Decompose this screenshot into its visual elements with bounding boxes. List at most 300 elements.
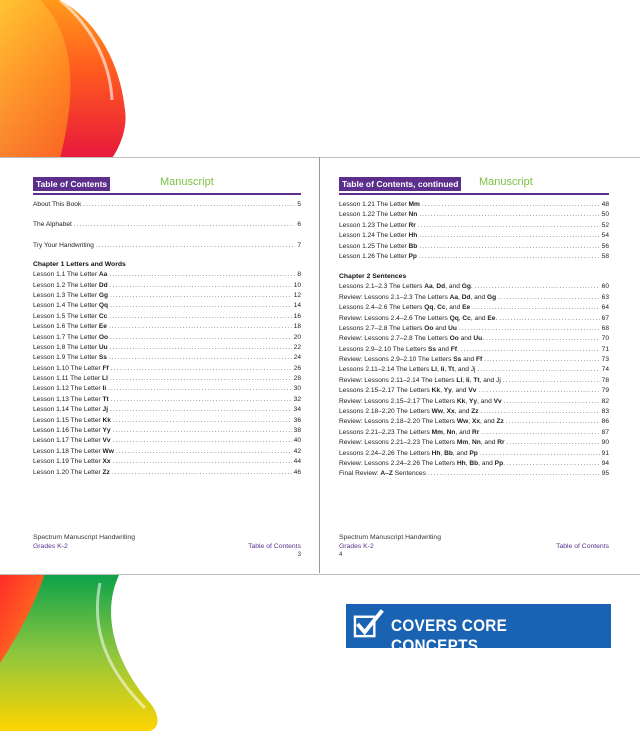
entry-text: Lesson 1.12 The Letter xyxy=(33,385,103,393)
entry-label xyxy=(339,417,504,427)
entry-text: . xyxy=(470,283,473,291)
page-number: 4 xyxy=(339,552,343,558)
entry-page: 46 xyxy=(293,468,301,476)
entry-text: , and xyxy=(455,428,472,436)
entry-page: 52 xyxy=(601,221,609,229)
entry-text: , and xyxy=(478,459,495,467)
entry-text: . xyxy=(495,314,498,322)
entry-page: 64 xyxy=(601,304,609,312)
entry-page: 32 xyxy=(293,395,301,403)
toc-entry xyxy=(339,210,609,220)
toc-entry xyxy=(339,428,609,438)
letter-pair: Ff xyxy=(476,356,483,364)
letter-pair: Ff xyxy=(450,345,457,353)
entry-text: Lesson 1.2 The Letter xyxy=(33,281,99,289)
letter-pair: Ee xyxy=(487,314,496,322)
entry-text: Review: Lessons 2.11–2.14 The Letters xyxy=(339,376,457,384)
grades-label: Grades K-2 xyxy=(339,543,374,550)
chapter-heading: Chapter 1 Letters and Words xyxy=(33,261,126,269)
entry-text: Lesson 1.23 The Letter xyxy=(339,221,409,229)
leader-dots xyxy=(475,282,600,292)
entry-text: and xyxy=(433,324,449,332)
entry-text: Review: Lessons 2.1–2.3 The Letters xyxy=(339,293,450,301)
toc-entry xyxy=(339,334,609,344)
letter-pair: Zz xyxy=(102,468,110,476)
leader-dots xyxy=(461,345,600,355)
leader-dots xyxy=(472,303,600,313)
toc-entry xyxy=(339,355,609,365)
leader-dots xyxy=(503,376,600,386)
entry-text: , xyxy=(433,304,438,312)
right-page xyxy=(339,177,609,480)
letter-pair: Ee xyxy=(98,323,107,331)
grades-label: Grades K-2 xyxy=(33,543,68,550)
entry-page: 44 xyxy=(293,458,301,466)
letter-pair: Nn xyxy=(471,439,481,447)
entry-page: 79 xyxy=(601,387,609,395)
leader-dots xyxy=(481,428,599,438)
entry-text: Lesson 1.24 The Letter xyxy=(339,232,409,240)
letter-pair: Uu xyxy=(473,335,483,343)
entry-page: 58 xyxy=(601,252,609,260)
entry-page: 78 xyxy=(601,376,609,384)
entry-text: and xyxy=(458,335,474,343)
entry-label xyxy=(339,293,496,303)
entry-text: Lesson 1.18 The Letter xyxy=(33,447,103,455)
entry-label xyxy=(339,459,505,469)
entry-text: , and xyxy=(470,314,488,322)
entry-text: , xyxy=(468,439,472,447)
letter-pair: Yy xyxy=(443,387,452,395)
toc-badge: Table of Contents, continued xyxy=(339,177,461,191)
letter-pair: Tt xyxy=(102,395,109,403)
entry-label: The Alphabet xyxy=(33,221,72,229)
letter-pair: Dd xyxy=(461,293,471,301)
letter-pair: Ll xyxy=(456,376,463,384)
entry-text: Review: Lessons 2.4–2.6 The Letters xyxy=(339,314,450,322)
letter-pair: Dd xyxy=(98,281,108,289)
entry-page: 82 xyxy=(601,397,609,405)
right-footer xyxy=(339,533,609,558)
leader-dots xyxy=(480,449,600,459)
letter-pair: Qq xyxy=(424,304,434,312)
entry-text: . xyxy=(482,335,485,343)
letter-pair: Oo xyxy=(449,335,459,343)
entry-text: Lessons 2.7–2.8 The Letters xyxy=(339,324,425,332)
entry-text: , and xyxy=(480,418,497,426)
entry-text: Lesson 1.4 The Letter xyxy=(33,302,99,310)
entry-text: , and xyxy=(470,293,487,301)
entry-label xyxy=(339,355,482,365)
entry-page: 10 xyxy=(293,281,301,289)
entry-text: , and xyxy=(452,449,470,457)
toc-entry xyxy=(339,459,609,469)
chapter-heading: Chapter 2 Sentences xyxy=(339,273,407,281)
page-number: 3 xyxy=(297,552,301,558)
entry-page: 12 xyxy=(293,291,301,299)
letter-pair: Uu xyxy=(98,343,108,351)
letter-pair: Nn xyxy=(408,211,418,219)
entry-text: Lesson 1.17 The Letter xyxy=(33,437,103,445)
section-label: Table of Contents xyxy=(248,543,301,550)
leader-dots xyxy=(459,324,600,334)
letter-pair: Ww xyxy=(431,408,443,416)
letter-pair: Ff xyxy=(102,364,109,372)
leader-dots xyxy=(481,407,600,417)
entry-text: Lessons 2.11–2.14 The Letters xyxy=(339,366,432,374)
book-title: Spectrum Manuscript Handwriting xyxy=(33,534,135,541)
letter-pair: Mm xyxy=(408,201,420,208)
entry-text: , xyxy=(442,408,447,416)
letter-pair: Mm xyxy=(431,428,443,436)
letter-pair: Cc xyxy=(98,312,108,320)
leader-dots xyxy=(499,314,599,324)
letter-pair: Nn xyxy=(446,428,456,436)
entry-text: , xyxy=(465,397,470,405)
entry-page: 87 xyxy=(601,428,609,436)
entry-page: 60 xyxy=(601,283,609,291)
entry-page: 42 xyxy=(293,447,301,455)
entry-text: , xyxy=(458,293,462,301)
entry-page: 90 xyxy=(601,439,609,447)
toc-entry xyxy=(339,324,609,334)
leader-dots xyxy=(507,438,600,448)
entry-label xyxy=(339,314,497,324)
entry-label xyxy=(339,231,417,241)
entry-text: Lessons 2.4–2.6 The Letters xyxy=(339,304,425,312)
leader-dots xyxy=(498,293,600,303)
toc-entry xyxy=(339,221,609,231)
letter-pair: Hh xyxy=(456,459,466,467)
letter-pair: Ii xyxy=(465,376,470,384)
entry-text: Review: Lessons 2.21–2.23 The Letters xyxy=(339,439,457,447)
entry-page: 71 xyxy=(601,345,609,353)
leader-dots xyxy=(504,397,600,407)
entry-page: 50 xyxy=(601,211,609,219)
letter-pair: Tt xyxy=(448,366,455,374)
entry-text: , and xyxy=(445,304,463,312)
letter-pair: Aa xyxy=(424,283,433,291)
toc-entry xyxy=(339,449,609,459)
entry-text: , and xyxy=(445,283,462,291)
entry-page: 30 xyxy=(293,385,301,393)
letter-pair: Ss xyxy=(98,354,107,362)
letter-pair: Xx xyxy=(471,418,481,426)
letter-pair: Cc xyxy=(462,314,471,322)
letter-pair: Gg xyxy=(461,283,471,291)
letter-pair: Bb xyxy=(444,449,453,457)
entry-label xyxy=(339,282,473,292)
entry-label xyxy=(339,449,478,459)
toc-entry xyxy=(339,417,609,427)
entry-page: 8 xyxy=(297,271,301,279)
letter-pair: Ll xyxy=(102,375,108,383)
entry-label xyxy=(339,386,476,396)
letter-pair: Pp xyxy=(469,449,478,457)
leader-dots xyxy=(419,242,599,252)
entry-page: 94 xyxy=(601,459,609,467)
entry-label xyxy=(339,345,459,355)
entry-label xyxy=(339,469,426,479)
entry-page: 18 xyxy=(293,323,301,331)
letter-pair: Dd xyxy=(436,283,446,291)
leader-dots xyxy=(478,365,600,375)
letter-pair: Tt xyxy=(473,376,480,384)
letter-pair: Aa xyxy=(98,271,108,279)
leader-dots xyxy=(507,459,600,469)
letter-pair: A–Z xyxy=(380,470,393,478)
toc-badge: Table of Contents xyxy=(33,177,110,191)
toc-entry xyxy=(339,376,609,386)
entry-label xyxy=(339,438,505,448)
entry-text: Lessons 2.9–2.10 The Letters xyxy=(339,345,428,353)
entry-label xyxy=(339,200,420,210)
entry-text: Sentences xyxy=(392,470,426,478)
letter-pair: Zz xyxy=(471,408,479,416)
bottom-color-swirl xyxy=(0,573,170,731)
entry-page: 91 xyxy=(601,449,609,457)
toc-entry xyxy=(339,200,609,210)
letter-pair: Ww xyxy=(456,418,469,426)
letter-pair: Qq xyxy=(449,314,459,322)
entry-text: , xyxy=(437,366,441,374)
letter-pair: Mm xyxy=(456,439,469,447)
entry-text: Review: Lessons 2.7–2.8 The Letters xyxy=(339,335,450,343)
letter-pair: Ww xyxy=(102,447,114,455)
letter-pair: Vv xyxy=(493,397,502,405)
leader-dots xyxy=(418,221,600,231)
entry-text: and xyxy=(461,356,476,364)
entry-text: , xyxy=(465,459,470,467)
covers-core-concepts-banner xyxy=(346,604,611,655)
entry-page: 6 xyxy=(297,221,301,229)
entry-text: Review: Lessons 2.24–2.26 The Letters xyxy=(339,459,457,467)
toc-entry xyxy=(339,314,609,324)
entry-text: , xyxy=(442,428,447,436)
toc-entry xyxy=(339,365,609,375)
letter-pair: Bb xyxy=(408,242,418,250)
toc-entry xyxy=(339,293,609,303)
entry-text: Lesson 1.5 The Letter xyxy=(33,312,99,320)
entry-label xyxy=(339,397,502,407)
toc-entry xyxy=(339,386,609,396)
letter-pair: Vv xyxy=(102,437,111,445)
section-label: Table of Contents xyxy=(556,543,609,550)
leader-dots xyxy=(419,252,600,262)
entry-text: Lesson 1.6 The Letter xyxy=(33,323,99,331)
right-page-header xyxy=(339,177,609,193)
entry-label: About This Book xyxy=(33,201,82,208)
entry-page: 26 xyxy=(293,364,301,372)
leader-dots xyxy=(419,231,599,241)
letter-pair: Jj xyxy=(102,406,109,414)
leader-dots xyxy=(428,469,600,479)
entry-text: , xyxy=(444,366,449,374)
subject-label: Manuscript xyxy=(160,176,214,188)
entry-text: Review: Lessons 2.9–2.10 The Letters xyxy=(339,356,454,364)
letter-pair: Vv xyxy=(468,387,477,395)
toc-entry xyxy=(339,282,609,292)
entry-text: Lesson 1.19 The Letter xyxy=(33,458,103,466)
entry-page: 14 xyxy=(293,302,301,310)
entry-text: Lessons 2.21–2.23 The Letters xyxy=(339,428,432,436)
letter-pair: Xx xyxy=(446,408,455,416)
toc-entry xyxy=(339,303,609,313)
toc-entry xyxy=(339,397,609,407)
letter-pair: Oo xyxy=(98,333,109,341)
entry-page: 74 xyxy=(601,366,609,374)
letter-pair: Bb xyxy=(469,459,479,467)
entry-label xyxy=(339,334,484,344)
letter-pair: Ll xyxy=(431,366,438,374)
letter-pair: Cc xyxy=(437,304,446,312)
letter-pair: Yy xyxy=(102,427,111,435)
entry-page: 70 xyxy=(601,335,609,343)
entry-page: 28 xyxy=(293,375,301,383)
entry-text: Lesson 1.8 The Letter xyxy=(33,343,99,351)
entry-page: 36 xyxy=(293,416,301,424)
entry-text: , xyxy=(469,376,474,384)
toc-entry xyxy=(339,438,609,448)
lesson-list xyxy=(339,200,609,262)
entry-text: Lessons 2.24–2.26 The Letters xyxy=(339,449,432,457)
entry-text: Lesson 1.16 The Letter xyxy=(33,427,103,435)
entry-text: Lesson 1.26 The Letter xyxy=(339,252,409,260)
entry-text: . xyxy=(503,459,505,467)
entry-label xyxy=(339,376,501,386)
letter-pair: Ii xyxy=(440,366,445,374)
entry-text: , and Jj xyxy=(479,376,501,384)
entry-text: Lesson 1.3 The Letter xyxy=(33,291,99,299)
checkbox-check-icon xyxy=(353,609,384,640)
entry-text: Lesson 1.13 The Letter xyxy=(33,395,103,403)
sentence-list xyxy=(339,282,609,479)
letter-pair: Pp xyxy=(494,459,504,467)
header-rule xyxy=(339,193,609,195)
entry-text: and xyxy=(436,345,451,353)
entry-page: 56 xyxy=(601,242,609,250)
leader-dots xyxy=(506,417,600,427)
entry-page: 68 xyxy=(601,324,609,332)
banner-text: COVERS CORE CONCEPTS xyxy=(391,616,508,655)
book-title: Spectrum Manuscript Handwriting xyxy=(339,534,441,541)
entry-text: , and xyxy=(480,439,498,447)
letter-pair: Gg xyxy=(98,291,109,299)
letter-pair: Oo xyxy=(424,324,434,332)
entry-page: 40 xyxy=(293,437,301,445)
entry-text: , and xyxy=(454,408,472,416)
entry-text: , and Jj xyxy=(454,366,476,374)
entry-text: Lesson 1.22 The Letter xyxy=(339,211,409,219)
entry-page: 54 xyxy=(601,232,609,240)
entry-text: Lesson 1.14 The Letter xyxy=(33,406,103,414)
letter-pair: Hh xyxy=(431,449,441,457)
letter-pair: Pp xyxy=(408,252,417,260)
entry-label xyxy=(339,324,457,334)
entry-page: 48 xyxy=(601,201,609,208)
entry-label xyxy=(339,365,476,375)
entry-text: Lesson 1.9 The Letter xyxy=(33,354,99,362)
entry-text: Lesson 1.11 The Letter xyxy=(33,375,103,383)
entry-page: 7 xyxy=(297,241,301,249)
letter-pair: Yy xyxy=(469,397,478,405)
entry-text: , xyxy=(440,449,445,457)
letter-pair: Ii xyxy=(102,385,107,393)
entry-page: 38 xyxy=(293,427,301,435)
toc-entry xyxy=(339,242,609,252)
entry-text: Lesson 1.7 The Letter xyxy=(33,333,99,341)
entry-text: , and xyxy=(477,397,494,405)
entry-text: Final Review: xyxy=(339,470,381,478)
toc-entry xyxy=(339,469,609,479)
entry-text: , and xyxy=(451,387,469,395)
entry-text: Review: Lessons 2.18–2.20 The Letters xyxy=(339,418,457,426)
entry-page: 86 xyxy=(601,418,609,426)
toc-entry xyxy=(339,407,609,417)
letter-pair: Aa xyxy=(449,293,459,301)
entry-page: 73 xyxy=(601,356,609,364)
entry-label xyxy=(339,221,416,231)
entry-text: Lessons 2.1–2.3 The Letters xyxy=(339,283,425,291)
toc-entry xyxy=(339,345,609,355)
letter-pair: Rr xyxy=(408,221,416,229)
entry-text: Lesson 1.25 The Letter xyxy=(339,242,409,250)
leader-dots xyxy=(484,355,599,365)
toc-entry xyxy=(339,252,609,262)
top-color-swirl xyxy=(0,0,160,160)
entry-text: Lesson 1.10 The Letter xyxy=(33,364,103,372)
letter-pair: Gg xyxy=(486,293,497,301)
entry-text: Lesson 1.20 The Letter xyxy=(33,468,103,476)
letter-pair: Qq xyxy=(98,302,109,310)
letter-pair: Xx xyxy=(102,458,111,466)
letter-pair: Uu xyxy=(448,324,457,332)
entry-text: Review: Lessons 2.15–2.17 The Letters xyxy=(339,397,457,405)
leader-dots xyxy=(419,210,599,220)
entry-label xyxy=(339,210,417,220)
leader-dots xyxy=(422,200,600,210)
entry-page: 34 xyxy=(293,406,301,414)
entry-label: Try Your Handwriting xyxy=(33,241,94,249)
letter-pair: Kk xyxy=(102,416,111,424)
entry-text: , xyxy=(462,376,466,384)
letter-pair: Zz xyxy=(496,418,504,426)
toc-entry xyxy=(339,231,609,241)
entry-text: Lesson 1.21 The Letter xyxy=(339,201,409,208)
letter-pair: Kk xyxy=(431,387,441,395)
entry-page: 95 xyxy=(601,470,609,478)
entry-page: 63 xyxy=(601,293,609,301)
letter-pair: Rr xyxy=(471,428,480,436)
entry-text: , xyxy=(468,418,472,426)
leader-dots xyxy=(478,386,599,396)
entry-page: 20 xyxy=(293,333,301,341)
entry-page: 5 xyxy=(297,201,301,208)
letter-pair: Ee xyxy=(462,304,471,312)
letter-pair: Ss xyxy=(427,345,437,353)
entry-page: 22 xyxy=(293,343,301,351)
entry-text: . xyxy=(456,345,459,353)
leader-dots xyxy=(486,334,600,344)
entry-label xyxy=(339,252,417,262)
entry-page: 67 xyxy=(601,314,609,322)
entry-label xyxy=(339,428,479,438)
entry-label xyxy=(339,242,417,252)
entry-text: Lessons 2.15–2.17 The Letters xyxy=(339,387,432,395)
letter-pair: Rr xyxy=(497,439,505,447)
entry-label xyxy=(339,407,479,417)
entry-page: 24 xyxy=(293,354,301,362)
